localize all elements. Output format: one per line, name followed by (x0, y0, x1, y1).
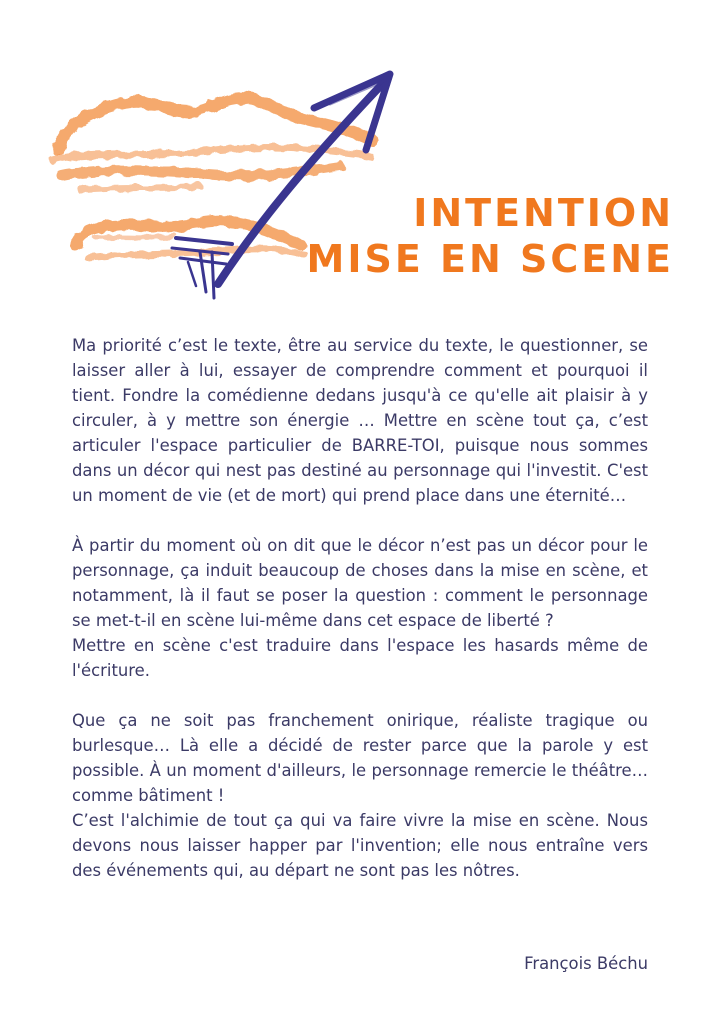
paragraph: Mettre en scène c'est traduire dans l'espace les hasards même de l'écriture. (72, 636, 648, 680)
page-title (307, 190, 674, 282)
author-signature: François Béchu (524, 954, 648, 973)
paragraph: C’est l'alchimie de tout ça qui va faire vivre la mise en scène. Nous devons nous laisser happer par l'invention; elle nous entraîne vers des événements qui, au départ ne sont pas les nôtres. (72, 811, 648, 880)
title-line-1: INTENTION (413, 191, 674, 235)
body-text (72, 333, 648, 908)
paragraph: Que ça ne soit pas franchement onirique, réaliste tragique ou burlesque… Là elle a décidé de rester parce que la parole y est possible. À un moment d'ailleurs, le personnage remercie le théâtre… comme bâtiment ! (72, 711, 648, 805)
title-line-2: MISE EN SCENE (306, 237, 674, 281)
paragraph: À partir du moment où on dit que le décor n’est pas un décor pour le personnage, ça induit beaucoup de choses dans la mise en scène, et notamment, là il faut se poser la question : comment le personnage se met-t-il en scène lui-même dans cet espace de liberté ? (72, 536, 648, 630)
paragraph: Ma priorité c’est le texte, être au service du texte, le questionner, se laisser aller à lui, essayer de comprendre comment et pourquoi il tient. Fondre la comédienne dedans jusqu'à ce qu'elle ait plaisir à y circuler, à y mettre son énergie … Mettre en scène tout ça, c’est articuler l'espace particulier de BARRE-TOI, puisque nous sommes dans un décor qui nest pas destiné au personnage qui l'investit. C'est un moment de vie (et de mort) qui prend place dans une éternité… (72, 336, 648, 505)
